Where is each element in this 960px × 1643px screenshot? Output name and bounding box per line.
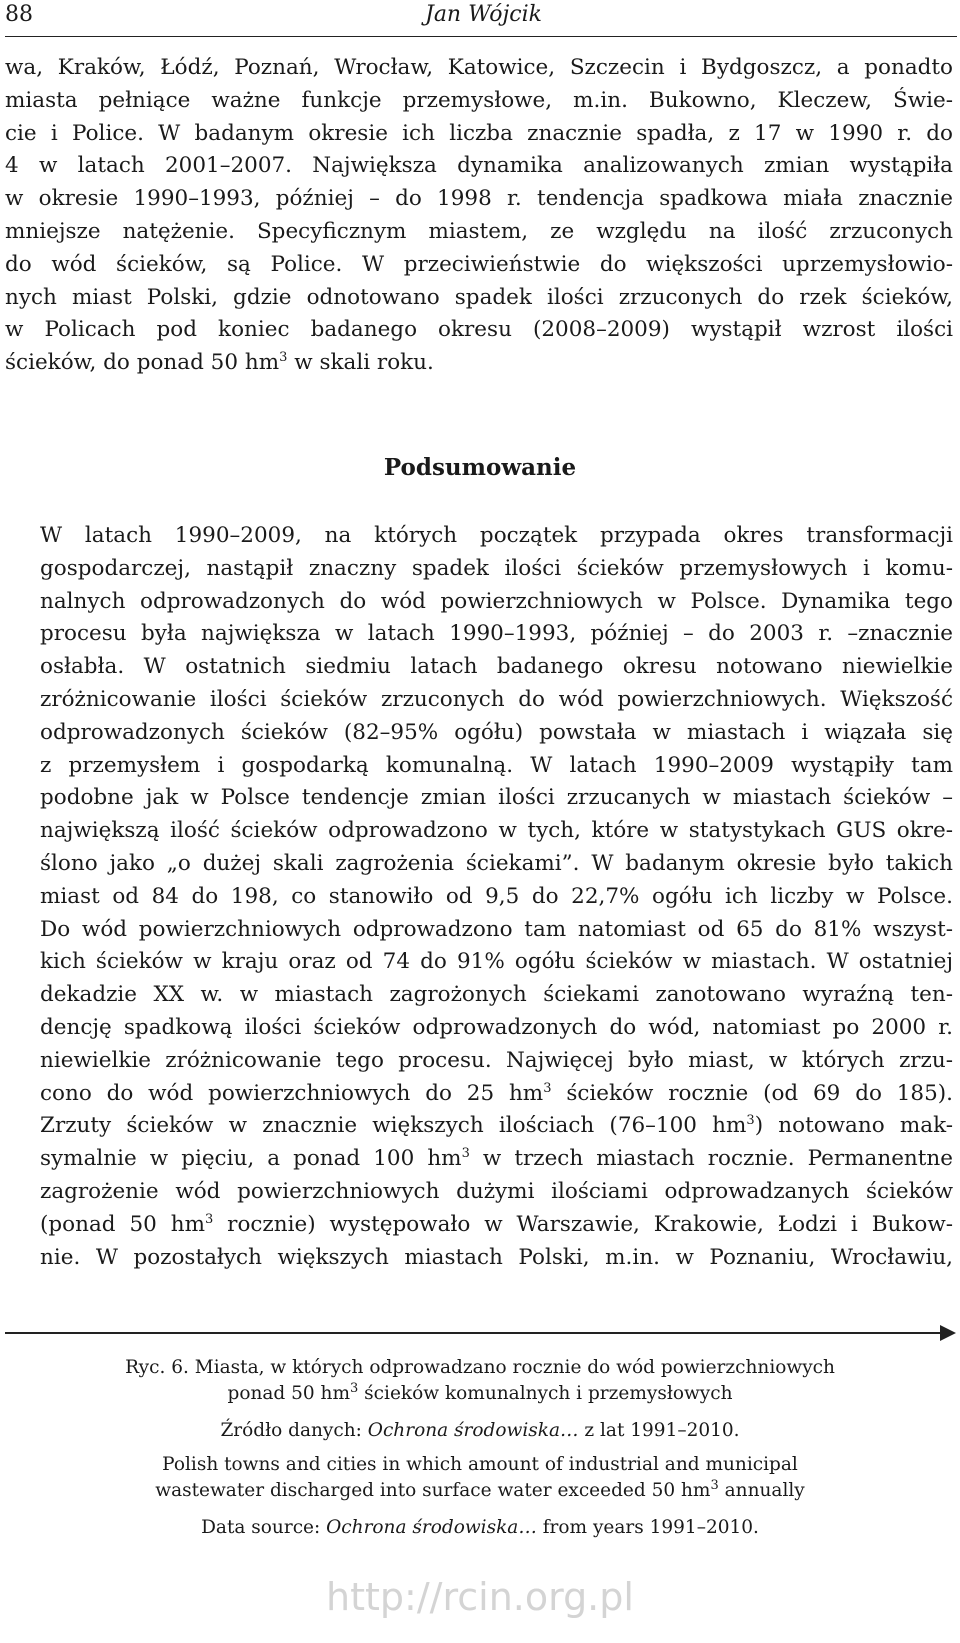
text-segment: ścieków komunalnych i przemysłowych [358, 1383, 733, 1404]
text-line: mniejsze natężenie. Specyficznym miastem, ze względu na ilość zrzuconych [5, 218, 953, 244]
text-line: nie. W pozostałych większych miastach Polski, m.in. w Poznaniu, Wrocławiu, [40, 1244, 953, 1270]
caption-line: Ryc. 6. Miasta, w których odprowadzano rocznie do wód powierzchniowych [125, 1357, 835, 1378]
text-line: osłabła. W ostatnich siedmiu latach badanego okresu notowano niewielkie [40, 654, 953, 680]
text-segment: w trzech miastach rocznie. Permanentne [469, 1146, 953, 1172]
text-line: miasta pełniące ważne funkcje przemysłowe, m.in. Bukowno, Kleczew, Świe- [5, 87, 953, 113]
text-line: nalnych odprowadzonych do wód powierzchniowych w Polsce. Dynamika tego [40, 588, 953, 614]
superscript: 3 [746, 1113, 755, 1129]
text-line: do wód ścieków, są Police. W przeciwieństwie do większości uprzemysłowio- [5, 251, 953, 277]
superscript: 3 [350, 1380, 359, 1396]
text-segment: cono do wód powierzchniowych do 25 hm [40, 1080, 544, 1106]
paragraph-continued [5, 52, 953, 380]
text-line: odprowadzonych ścieków (82–95% ogółu) powstała w miastach i wiązała się [40, 719, 953, 745]
figure-source-english [0, 1515, 960, 1541]
section-heading: Podsumowanie [383, 454, 577, 481]
text-line: największą ilość ścieków odprowadzono w tych, które w statystykach GUS okre- [40, 818, 953, 844]
text-line [5, 1110, 953, 1143]
text-segment: wastewater discharged into surface water exceeded 50 hm [155, 1480, 711, 1501]
superscript: 3 [543, 1080, 552, 1096]
source-title: Ochrona środowiska… [326, 1517, 537, 1538]
text-line: podobne jak w Polsce tendencje zmian ilości zrzucanych w miastach ścieków – [40, 785, 953, 811]
text-line: niewielkie zróżnicowanie tego procesu. Najwięcej było miast, w których zrzu- [40, 1047, 953, 1073]
superscript: 3 [279, 350, 288, 366]
text-line: wa, Kraków, Łódź, Poznań, Wrocław, Katowice, Szczecin i Bydgoszcz, a ponadto [5, 55, 953, 80]
text-segment: Data source: [201, 1517, 327, 1538]
text-line: procesu była największa w latach 1990–1993, później – do 2003 r. –znacznie [40, 621, 953, 647]
page-header [5, 0, 957, 37]
running-head-author: Jan Wójcik [425, 2, 542, 27]
text-line: gospodarczej, nastąpił znaczny spadek ilości ścieków przemysłowych i komu- [40, 555, 953, 581]
text-line: zagrożenie wód powierzchniowych dużymi ilościami odprowadzanych ścieków [40, 1178, 953, 1204]
source-title: Ochrona środowiska… [367, 1420, 579, 1441]
figure-source-polish [0, 1418, 960, 1444]
text-segment: from years 1991–2010. [536, 1517, 759, 1538]
text-line: cie i Police. W badanym okresie ich liczba znacznie spadła, z 17 w 1990 r. do [5, 120, 953, 146]
text-line: z przemysłem i gospodarką komunalną. W latach 1990–2009 wystąpiły tam [40, 752, 953, 778]
figure-caption-polish [0, 1355, 960, 1407]
text-segment: ) notowano mak- [754, 1113, 953, 1139]
text-segment: Źródło danych: [220, 1420, 368, 1441]
paragraph-summary [5, 520, 953, 1274]
superscript: 3 [461, 1145, 470, 1161]
text-line: 4 w latach 2001–2007. Największa dynamika analizowanych zmian wystąpiła [5, 153, 953, 179]
superscript: 3 [710, 1477, 719, 1493]
text-segment: (ponad 50 hm [40, 1211, 205, 1237]
text-segment: z lat 1991–2010. [578, 1420, 740, 1441]
superscript: 3 [204, 1211, 214, 1227]
text-line: dekadzie XX w. w miastach zagrożonych ściekami zanotowano wyraźną ten- [40, 982, 953, 1008]
text-segment: ponad 50 hm [227, 1383, 351, 1404]
text-line: ślono jako „o dużej skali zagrożenia ściekami”. W badanym okresie było takich [40, 850, 953, 876]
text-line: miast od 84 do 198, co stanowiło od 9,5 do 22,7% ogółu ich liczby w Polsce. [40, 883, 953, 909]
watermark-url: http://rcin.org.pl [326, 1575, 634, 1619]
text-line: dencję spadkową ilości ścieków odprowadzonych do wód, natomiast po 2000 r. [40, 1014, 953, 1040]
text-segment: annually [718, 1480, 805, 1501]
text-line: W latach 1990–2009, na których początek przypada okres transformacji [40, 523, 953, 548]
caption-line [0, 1478, 960, 1504]
text-line: zróżnicowanie ilości ścieków zrzuconych do wód powierzchniowych. Większość [40, 686, 953, 712]
text-line: nych miast Polski, gdzie odnotowano spadek ilości zrzuconych do rzek ścieków, [5, 284, 953, 310]
text-line [5, 1143, 953, 1176]
figure-caption-english [0, 1452, 960, 1504]
caption-line: Polish towns and cities in which amount of industrial and municipal [162, 1454, 798, 1475]
text-segment: w skali roku. [287, 350, 434, 376]
text-line [5, 1078, 953, 1111]
text-line: w okresie 1990–1993, później – do 1998 r. tendencja spadkowa miała znacznie [5, 186, 953, 212]
text-line [5, 1209, 953, 1242]
continuation-rule [5, 1332, 942, 1334]
text-line: kich ścieków w kraju oraz od 74 do 91% ogółu ścieków w miastach. W ostatniej [40, 949, 953, 975]
text-segment: ścieków rocznie (od 69 do 185). [551, 1080, 953, 1106]
caption-line [0, 1381, 960, 1407]
text-segment: symalnie w pięciu, a ponad 100 hm [40, 1146, 462, 1172]
text-line [5, 347, 953, 380]
text-line: Do wód powierzchniowych odprowadzono tam natomiast od 65 do 81% wszyst- [40, 916, 953, 942]
arrow-right-icon [940, 1325, 956, 1341]
page-number: 88 [5, 2, 33, 27]
text-line: w Policach pod koniec badanego okresu (2008–2009) wystąpił wzrost ilości [5, 317, 953, 343]
text-segment: rocznie) występowało w Warszawie, Krakowie, Łodzi i Bukow- [213, 1211, 953, 1237]
text-segment: ścieków, do ponad 50 hm [5, 350, 280, 376]
text-segment: Zrzuty ścieków w znacznie większych ilościach (76–100 hm [40, 1113, 747, 1139]
